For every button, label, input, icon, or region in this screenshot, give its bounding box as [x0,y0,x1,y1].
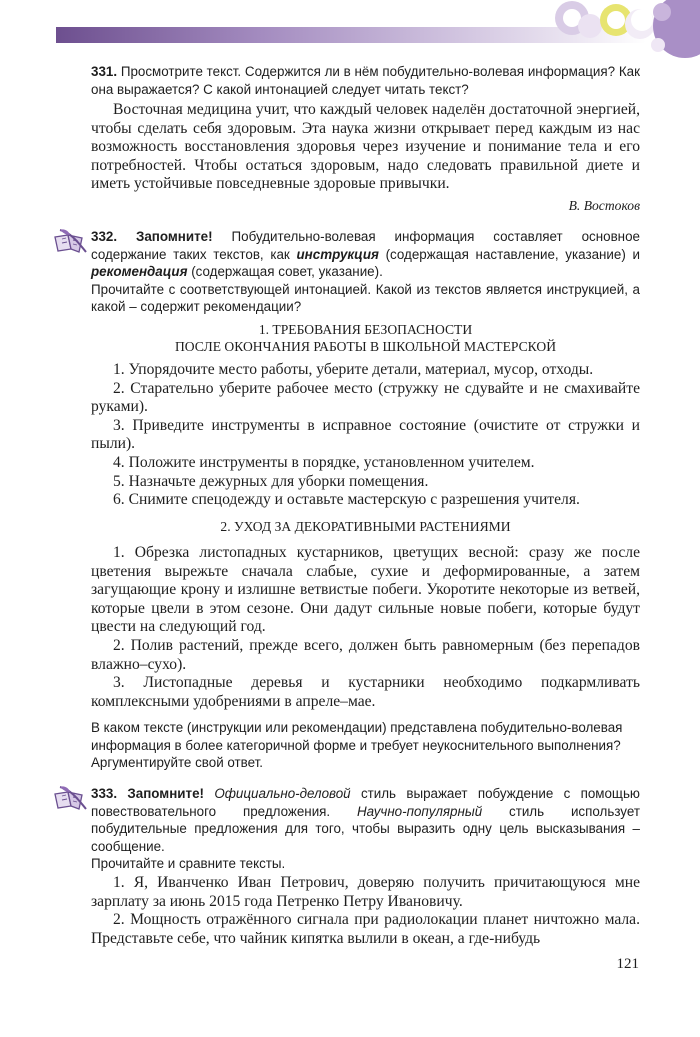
list-item: 5. Назначьте дежурных для уборки помещения. [113,472,429,490]
rule-text: стиль использует побудительные предложения для того, чтобы выразить одну цель высказывания – сообщение. [91,803,640,854]
list-item: 1. Упорядочите место работы, уберите детали, материал, мусор, отходы. [113,361,594,378]
list-item: 2. Мощность отражённого сигнала при радиолокации планет ничтожно мала. Представьте себе, что чайник кипятка вылили в океан, а где-нибудь [91,911,640,947]
exercise-331-task [91,63,640,98]
text1-title-line1: 1. ТРЕБОВАНИЯ БЕЗОПАСНОСТИ [258,322,473,337]
text2-title: 2. УХОД ЗА ДЕКОРАТИВНЫМИ РАСТЕНИЯМИ [220,519,511,534]
task-text: Просмотрите текст. Содержится ли в нём побудительно-волевая информация? Как она выражается? С какой интонацией следует читать текст? [91,64,640,97]
exercise-number: 331. [91,64,118,79]
exercise-332-rule [91,228,640,316]
task-text: Прочитайте с соответствующей интонацией. Какой из текстов является инструкцией, а какой – содержит рекомендации? [91,281,640,315]
style-term: Научно-популярный [357,803,483,819]
list-item: 1. Я, Иванченко Иван Петрович, доверяю получить причитающуюся мне зарплату за июнь 2015 года Петренко Петру Ивановичу. [91,874,640,910]
rule-text: Побудительно-волевая информация составляет основное содержание таких текстов, как [91,229,640,262]
text1-title-line2: ПОСЛЕ ОКОНЧАНИЯ РАБОТЫ В ШКОЛЬНОЙ МАСТЕРСКОЙ [174,339,557,354]
task-text: Прочитайте и сравните тексты. [91,856,286,872]
exercise-number: 333. [91,786,118,801]
book-feather-icon [52,783,92,813]
rule-text: стиль выражает побуждение с помощью повествовательного предложения. [91,786,640,819]
list-item: 1. Обрезка листопадных кустарников, цветущих весной: сразу же после цветения вырежьте сначала слабые, сухие и деформированные, а затем загущающие крону и излишне ветвистые побеги. Укоротите некоторые из ветвей, которые цвели в этом сезоне. Они дадут сильные новые побеги, которые будут цвести на следующий год. [91,544,640,636]
text2-list [91,544,640,711]
term-recommendation: рекомендация [91,264,188,280]
list-item: 2. Старательно уберите рабочее место (стружку не сдувайте и не смахивайте руками). [91,379,640,416]
list-item: 4. Положите инструменты в порядке, установленном учителем. [113,453,535,471]
list-item: 2. Полив растений, прежде всего, должен быть равномерным (без перепадов влажно–сухо). [91,636,640,673]
text1-title [91,321,640,355]
exercise-332-question: В каком тексте (инструкции или рекомендации) представлена побудительно-волевая информация в более категоричной форме и требует неукоснительного выполнения? Аргументируйте свой ответ. [91,720,623,771]
exercise-333-rule [91,785,640,873]
term-instruction: инструкция [296,246,379,262]
book-feather-icon [52,226,92,256]
decorative-circles-icon [530,0,700,70]
author: В. Востоков [568,198,640,213]
list-item: 3. Листопадные деревья и кустарники необходимо подкармливать комплексными удобрениями в апреле–мае. [91,674,640,710]
page-number: 121 [616,956,639,972]
remember-label: Запомните! [127,786,204,801]
list-item: 3. Приведите инструменты в исправное состояние (очистите от стружки и пыли). [91,416,640,453]
remember-label: Запомните! [135,229,213,244]
text1-list [91,361,640,510]
exercise-333-texts [91,874,640,948]
rule-text: (содержащая совет, указание). [191,264,383,280]
style-term: Официально-деловой [214,786,351,801]
rule-text: (содержащая наставление, указание) и [385,246,640,262]
exercise-331-text: Восточная медицина учит, что каждый человек наделён достаточной энергией, чтобы сделать себя здоровым. Эта наука жизни открывает перед каждым из нас возможность восстановления здоровья через изучение и понимание тела и его потребностей. Чтобы остаться здоровым, надо следовать правильной диете и иметь устойчивые повседневные здоровые привычки. [91,101,640,193]
list-item: 6. Снимите спецодежду и оставьте мастерскую с разрешения учителя. [113,491,580,509]
exercise-number: 332. [91,229,118,244]
